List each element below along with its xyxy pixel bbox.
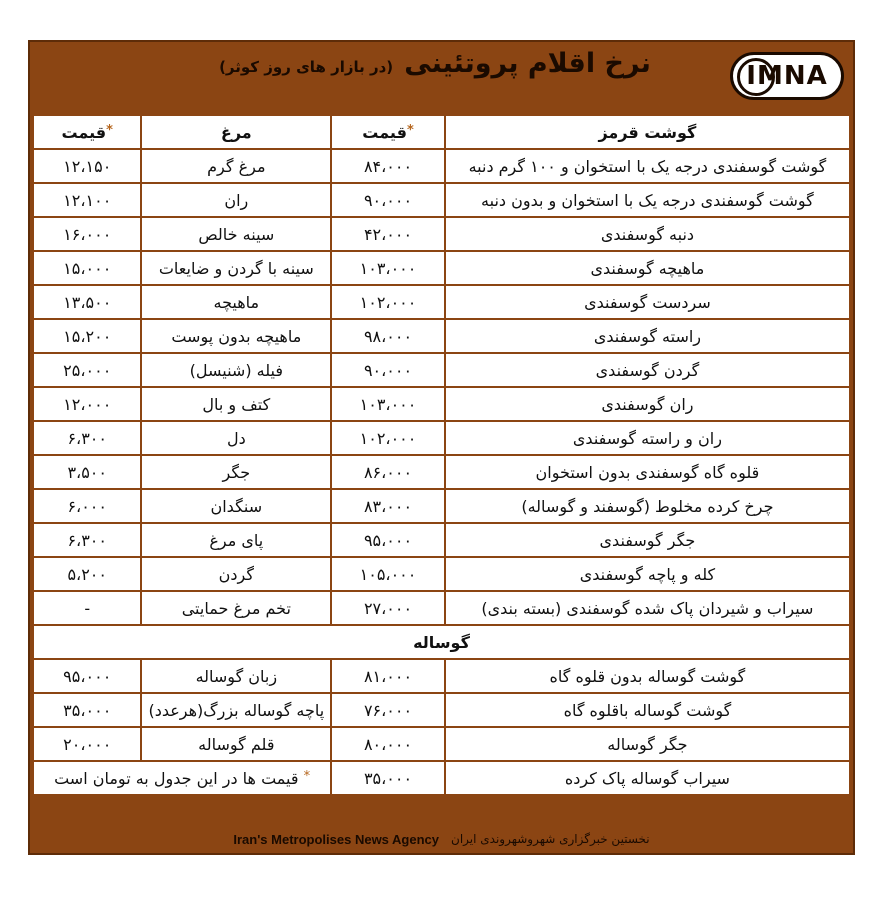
- table-row: [34, 694, 849, 726]
- chicken-price-cell: ۱۵،۰۰۰: [34, 252, 140, 284]
- meat-price-cell: ۱۰۳،۰۰۰: [332, 388, 444, 420]
- meat-price-cell: ۸۴،۰۰۰: [332, 150, 444, 182]
- page-title: [195, 48, 675, 79]
- meat-price-cell: ۸۶،۰۰۰: [332, 456, 444, 488]
- logo-ring-icon: [737, 58, 775, 96]
- footer-persian: نخستین خبرگزاری شهروشهروندی ایران: [451, 832, 650, 846]
- veal-side-price-cell: ۳۵،۰۰۰: [34, 694, 140, 726]
- currency-note-text: قیمت ها در این جدول به تومان است: [54, 768, 299, 788]
- meat-item-cell: گوشت گوسفندی درجه یک با استخوان و ۱۰۰ گرم دنبه: [446, 150, 849, 182]
- veal-price-cell: ۳۵،۰۰۰: [332, 762, 444, 794]
- chicken-item-cell: کتف و بال: [142, 388, 330, 420]
- chicken-price-cell: ۱۳،۵۰۰: [34, 286, 140, 318]
- veal-side-item-cell: زبان گوساله: [142, 660, 330, 692]
- meat-price-cell: ۱۰۵،۰۰۰: [332, 558, 444, 590]
- meat-price-cell: ۹۵،۰۰۰: [332, 524, 444, 556]
- header-red-meat: گوشت قرمز: [446, 116, 849, 148]
- meat-item-cell: ران و راسته گوسفندی: [446, 422, 849, 454]
- chicken-item-cell: فیله (شنیسل): [142, 354, 330, 386]
- table-row: [34, 490, 849, 522]
- logo-text: IMNA: [746, 61, 828, 91]
- veal-item-cell: گوشت گوساله باقلوه گاه: [446, 694, 849, 726]
- star-icon: *: [303, 768, 311, 784]
- chicken-price-cell: -: [34, 592, 140, 624]
- chicken-price-cell: ۶،۳۰۰: [34, 422, 140, 454]
- meat-price-cell: ۸۳،۰۰۰: [332, 490, 444, 522]
- table-row: [34, 388, 849, 420]
- chicken-item-cell: تخم مرغ حمایتی: [142, 592, 330, 624]
- meat-price-cell: ۱۰۲،۰۰۰: [332, 286, 444, 318]
- veal-price-cell: ۷۶،۰۰۰: [332, 694, 444, 726]
- chicken-item-cell: ماهیچه: [142, 286, 330, 318]
- chicken-item-cell: ماهیچه بدون پوست: [142, 320, 330, 352]
- header-price-chicken: [34, 116, 140, 148]
- chicken-item-cell: دل: [142, 422, 330, 454]
- footer-english: Iran's Metropolises News Agency: [233, 831, 439, 847]
- section-row: [34, 626, 849, 658]
- meat-item-cell: جگر گوسفندی: [446, 524, 849, 556]
- table-row: [34, 660, 849, 692]
- chicken-item-cell: مرغ گرم: [142, 150, 330, 182]
- chicken-item-cell: پای مرغ: [142, 524, 330, 556]
- veal-side-item-cell: پاچه گوساله بزرگ(هرعدد): [142, 694, 330, 726]
- table-row: [34, 354, 849, 386]
- table-row: [34, 252, 849, 284]
- table-row: [34, 218, 849, 250]
- meat-price-cell: ۲۷،۰۰۰: [332, 592, 444, 624]
- veal-item-cell: گوشت گوساله بدون قلوه گاه: [446, 660, 849, 692]
- chicken-item-cell: سینه خالص: [142, 218, 330, 250]
- meat-item-cell: سردست گوسفندی: [446, 286, 849, 318]
- table-row: [34, 456, 849, 488]
- chicken-price-cell: ۲۵،۰۰۰: [34, 354, 140, 386]
- chicken-item-cell: سینه با گردن و ضایعات: [142, 252, 330, 284]
- chicken-item-cell: سنگدان: [142, 490, 330, 522]
- chicken-price-cell: ۱۶،۰۰۰: [34, 218, 140, 250]
- meat-item-cell: کله و پاچه گوسفندی: [446, 558, 849, 590]
- meat-item-cell: ماهیچه گوسفندی: [446, 252, 849, 284]
- meat-item-cell: راسته گوسفندی: [446, 320, 849, 352]
- chicken-price-cell: ۵،۲۰۰: [34, 558, 140, 590]
- table-row: [34, 184, 849, 216]
- table-row: [34, 286, 849, 318]
- meat-price-cell: ۴۲،۰۰۰: [332, 218, 444, 250]
- currency-note: [34, 762, 330, 794]
- meat-price-cell: ۹۰،۰۰۰: [332, 354, 444, 386]
- chicken-price-cell: ۱۲،۱۵۰: [34, 150, 140, 182]
- chicken-item-cell: ران: [142, 184, 330, 216]
- footer-bar: [30, 825, 853, 853]
- table-row: [34, 422, 849, 454]
- chicken-item-cell: جگر: [142, 456, 330, 488]
- section-title: گوساله: [34, 626, 849, 658]
- chicken-price-cell: ۱۲،۱۰۰: [34, 184, 140, 216]
- header-price-meat: [332, 116, 444, 148]
- star-icon: *: [406, 122, 414, 138]
- table-row: [34, 728, 849, 760]
- meat-item-cell: قلوه گاه گوسفندی بدون استخوان: [446, 456, 849, 488]
- header-price-chicken-label: قیمت: [61, 122, 107, 142]
- veal-side-price-cell: ۲۰،۰۰۰: [34, 728, 140, 760]
- chicken-price-cell: ۶،۰۰۰: [34, 490, 140, 522]
- meat-item-cell: گردن گوسفندی: [446, 354, 849, 386]
- meat-item-cell: گوشت گوسفندی درجه یک با استخوان و بدون دنبه: [446, 184, 849, 216]
- chicken-item-cell: گردن: [142, 558, 330, 590]
- meat-price-cell: ۱۰۲،۰۰۰: [332, 422, 444, 454]
- table-row: [34, 524, 849, 556]
- veal-side-price-cell: ۹۵،۰۰۰: [34, 660, 140, 692]
- title-main: نرخ اقلام پروتئینی: [404, 48, 651, 79]
- table-row: [34, 762, 849, 794]
- chicken-price-cell: ۶،۳۰۰: [34, 524, 140, 556]
- veal-side-item-cell: قلم گوساله: [142, 728, 330, 760]
- meat-price-cell: ۹۰،۰۰۰: [332, 184, 444, 216]
- header-chicken: مرغ: [142, 116, 330, 148]
- table-row: [34, 320, 849, 352]
- price-table: [32, 114, 851, 796]
- chicken-price-cell: ۳،۵۰۰: [34, 456, 140, 488]
- price-table-frame: [28, 40, 855, 855]
- star-icon: *: [106, 122, 113, 138]
- table-header-row: [34, 116, 849, 148]
- meat-item-cell: سیراب و شیردان پاک شده گوسفندی (بسته بندی): [446, 592, 849, 624]
- veal-price-cell: ۸۰،۰۰۰: [332, 728, 444, 760]
- meat-price-cell: ۹۸،۰۰۰: [332, 320, 444, 352]
- table-row: [34, 150, 849, 182]
- chicken-price-cell: ۱۲،۰۰۰: [34, 388, 140, 420]
- veal-price-cell: ۸۱،۰۰۰: [332, 660, 444, 692]
- meat-item-cell: دنبه گوسفندی: [446, 218, 849, 250]
- veal-item-cell: جگر گوساله: [446, 728, 849, 760]
- table-row: [34, 592, 849, 624]
- title-subtitle: (در بازار های روز کوثر): [219, 58, 394, 76]
- meat-item-cell: ران گوسفندی: [446, 388, 849, 420]
- meat-item-cell: چرخ کرده مخلوط (گوسفند و گوساله): [446, 490, 849, 522]
- chicken-price-cell: ۱۵،۲۰۰: [34, 320, 140, 352]
- meat-price-cell: ۱۰۳،۰۰۰: [332, 252, 444, 284]
- table-row: [34, 558, 849, 590]
- imna-logo: [730, 52, 844, 100]
- veal-item-cell: سیراب گوساله پاک کرده: [446, 762, 849, 794]
- header-bar: [30, 42, 853, 110]
- header-price-meat-label: قیمت: [362, 122, 407, 142]
